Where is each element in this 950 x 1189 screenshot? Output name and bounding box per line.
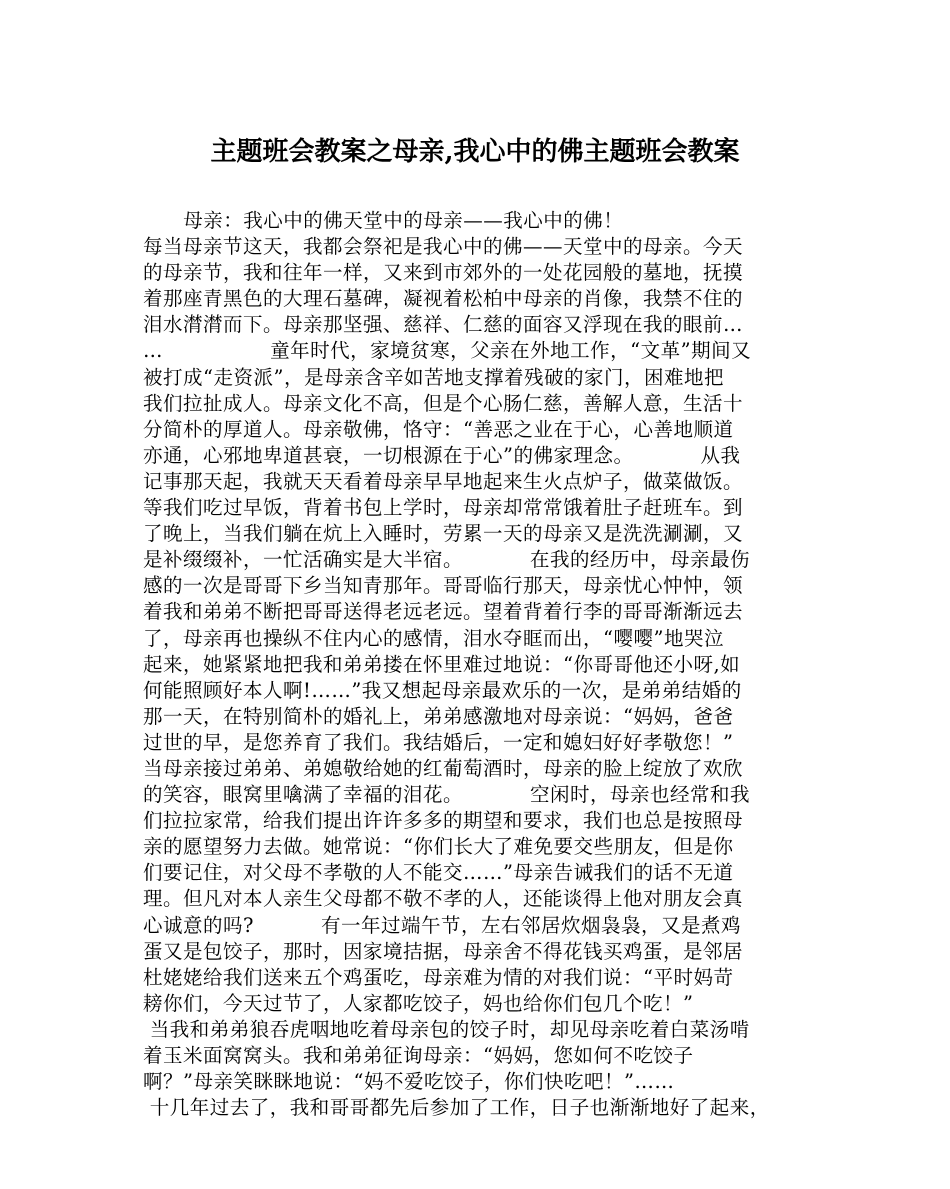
body-text-line: 被打成“走资派”，是母亲含辛如苦地支撑着残破的家门，困难地把 [143, 365, 724, 389]
body-text-line: 啊？”母亲笑眯眯地说：“妈不爱吃饺子，你们快吃吧！”…… [143, 1070, 675, 1094]
body-text-line: 着我和弟弟不断把哥哥送得老远老远。望着背着行李的哥哥渐渐远去 [143, 600, 744, 624]
body-text-line: 理。但凡对本人亲生父母都不敬不孝的人，还能谈得上他对朋友会真 [143, 887, 744, 911]
body-text-line: 分简朴的厚道人。母亲敬佛，恪守：“善恶之业在于心，心善地顺道 [143, 417, 734, 441]
body-text-line: … 童年时代，家境贫寒，父亲在外地工作，“文革”期间又 [143, 339, 752, 363]
body-text-line: 泪水潸潸而下。母亲那坚强、慈祥、仁慈的面容又浮现在我的眼前… [143, 313, 744, 337]
body-text-line: 我们拉扯成人。母亲文化不高，但是个心肠仁慈，善解人意，生活十 [143, 391, 744, 415]
body-text-line: 的母亲节，我和往年一样，又来到市郊外的一处花园般的墓地，抚摸 [143, 261, 744, 285]
body-text-line: 耪你们，今天过节了，人家都吃饺子，妈也给你们包几个吃！” [143, 991, 694, 1015]
body-text-line: 等我们吃过早饭，背着书包上学时，母亲却常常饿着肚子赶班车。到 [143, 496, 744, 520]
body-text-line: 感的一次是哥哥下乡当知青那年。哥哥临行那天，母亲忧心忡忡，领 [143, 574, 744, 598]
body-text-line: 母亲：我心中的佛天堂中的母亲——我心中的佛！ [143, 209, 624, 232]
body-text-line: 何能照顾好本人啊!……”我又想起母亲最欢乐的一次，是弟弟结婚的 [143, 678, 742, 702]
body-text-line: 起来，她紧紧地把我和弟弟搂在怀里难过地说：“你哥哥他还小呀,如 [143, 652, 741, 676]
document-body [143, 208, 823, 1121]
body-text-line: 十几年过去了，我和哥哥都先后参加了工作，日子也渐渐地好了起来， [143, 1096, 770, 1120]
body-text-line: 亲的愿望努力去做。她常说：“你们长大了难免要交些朋友，但是你 [143, 835, 734, 859]
body-text-line: 杜姥姥给我们送来五个鸡蛋吃，母亲难为情的对我们说：“平时妈苛 [143, 965, 734, 989]
body-text-line: 亦通，心邪地卑道甚衰，一切根源在于心”的佛家理念。 从我 [143, 443, 741, 467]
body-text-line: 当我和弟弟狼吞虎咽地吃着母亲包的饺子时，却见母亲吃着白菜汤啃 [143, 1017, 750, 1041]
body-text-line: 了晚上，当我们躺在炕上入睡时，劳累一天的母亲又是洗洗涮涮，又 [143, 522, 744, 546]
body-text-line: 了，母亲再也操纵不住内心的感情，泪水夺眶而出，“嘤嘤”地哭泣 [143, 626, 724, 650]
body-text-line: 记事那天起，我就天天看着母亲早早地起来生火点炉子，做菜做饭。 [143, 469, 744, 493]
body-text-line: 蛋又是包饺子，那时，因家境拮据，母亲舍不得花钱买鸡蛋，是邻居 [143, 939, 744, 963]
body-text-line: 那一天，在特别简朴的婚礼上，弟弟感激地对母亲说：“妈妈，爸爸 [143, 704, 734, 728]
body-text-line: 们要记住，对父母不孝敬的人不能交……”母亲告诫我们的话不无道 [143, 861, 734, 885]
body-text-line: 心诚意的吗? 有一年过端午节，左右邻居炊烟袅袅，又是煮鸡 [143, 913, 741, 937]
body-text-line: 着那座青黑色的大理石墓碑，凝视着松柏中母亲的肖像，我禁不住的 [143, 287, 744, 311]
body-text-line: 过世的早，是您养育了我们。我结婚后，一定和媳妇好好孝敬您！” [143, 730, 734, 754]
body-text-line: 每当母亲节这天，我都会祭祀是我心中的佛——天堂中的母亲。今天 [143, 235, 744, 259]
body-text-line: 们拉拉家常，给我们提出许许多多的期望和要求，我们也总是按照母 [143, 809, 744, 833]
body-text-line: 着玉米面窝窝头。我和弟弟征询母亲：“妈妈，您如何不吃饺子 [143, 1044, 694, 1067]
document-title: 主题班会教案之母亲,我心中的佛主题班会教案 [210, 137, 740, 167]
body-text-line: 当母亲接过弟弟、弟媳敬给她的红葡萄酒时，母亲的脸上绽放了欢欣 [143, 756, 744, 780]
body-text-line: 的笑容，眼窝里噙满了幸福的泪花。 空闲时，母亲也经常和我 [143, 783, 750, 807]
body-text-line: 是补缀缀补，一忙活确实是大半宿。 在我的经历中，母亲最伤 [143, 548, 750, 572]
